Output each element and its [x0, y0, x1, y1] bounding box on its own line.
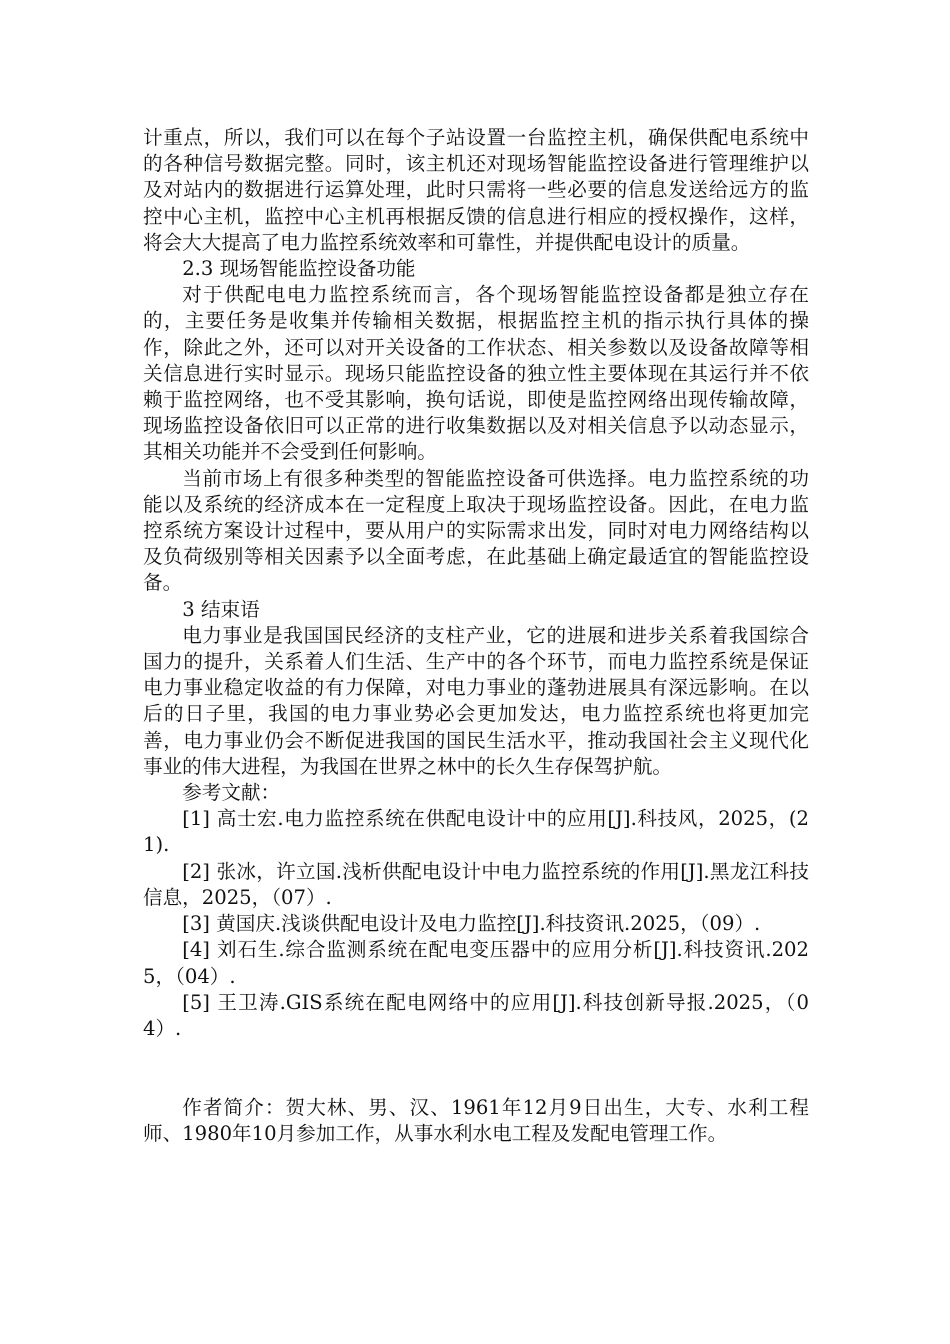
author-bio: 作者简介：贺大林、男、汉、1961年12月9日出生，大专、水利工程师、1980年10月参加工作，从事水利水电工程及发配电管理工作。	[143, 1096, 809, 1146]
paragraph-2-3-b: 当前市场上有很多种类型的智能监控设备可供选择。电力监控系统的功能以及系统的经济成本在一定程度上取决于现场监控设备。因此，在电力监控系统方案设计过程中，要从用户的实际需求出发，同时对电力网络结构以及负荷级别等相关因素予以全面考虑，在此基础上确定最适宜的智能监控设备。	[143, 466, 809, 595]
section-heading-2-3: 2.3 现场智能监控设备功能	[182, 257, 416, 281]
reference-item: [3] 黄国庆.浅谈供配电设计及电力监控[J].科技资讯.2025，（09）.	[182, 912, 761, 936]
spacer	[143, 1042, 809, 1095]
text-column	[143, 125, 809, 1148]
reference-item: [5] 王卫涛.GIS系统在配电网络中的应用[J].科技创新导报.2025，（04）.	[143, 990, 809, 1040]
references-title: 参考文献：	[182, 781, 281, 805]
paragraph-conclusion: 电力事业是我国国民经济的支柱产业，它的进展和进步关系着我国综合国力的提升，关系着人们生活、生产中的各个环节，而电力监控系统是保证电力事业稳定收益的有力保障，对电力事业的蓬勃进展具有深远影响。在以后的日子里，我国的电力事业势必会更加发达，电力监控系统也将更加完善，电力事业仍会不断促进我国的国民生活水平，推动我国社会主义现代化事业的伟大进程，为我国在世界之林中的长久生存保驾护航。	[143, 623, 809, 778]
paragraph-2-3-a: 对于供配电电力监控系统而言，各个现场智能监控设备都是独立存在的，主要任务是收集并传输相关数据，根据监控主机的指示执行具体的操作，除此之外，还可以对开关设备的工作状态、相关参数以及设备故障等相关信息进行实时显示。现场只能监控设备的独立性主要体现在其运行并不依赖于监控网络，也不受其影响，换句话说，即使是监控网络出现传输故障，现场监控设备依旧可以正常的进行收集数据以及对相关信息予以动态显示，其相关功能并不会受到任何影响。	[143, 283, 809, 464]
reference-item: [1] 高士宏.电力监控系统在供配电设计中的应用[J].科技风，2025，(21).	[143, 807, 809, 857]
paragraph-intro: 计重点，所以，我们可以在每个子站设置一台监控主机，确保供配电系统中的各种信号数据完整。同时，该主机还对现场智能监控设备进行管理维护以及对站内的数据进行运算处理，此时只需将一些必要的信息发送给远方的监控中心主机，监控中心主机再根据反馈的信息进行相应的授权操作，这样，将会大大提高了电力监控系统效率和可靠性，并提供配电设计的质量。	[143, 126, 809, 254]
section-heading-3: 3 结束语	[182, 597, 260, 621]
reference-item: [4] 刘石生.综合监测系统在配电变压器中的应用分析[J].科技资讯.2025，（04）.	[143, 938, 809, 988]
reference-item: [2] 张冰，许立国.浅析供配电设计中电力监控系统的作用[J].黑龙江科技信息，2025，（07）.	[143, 859, 809, 909]
